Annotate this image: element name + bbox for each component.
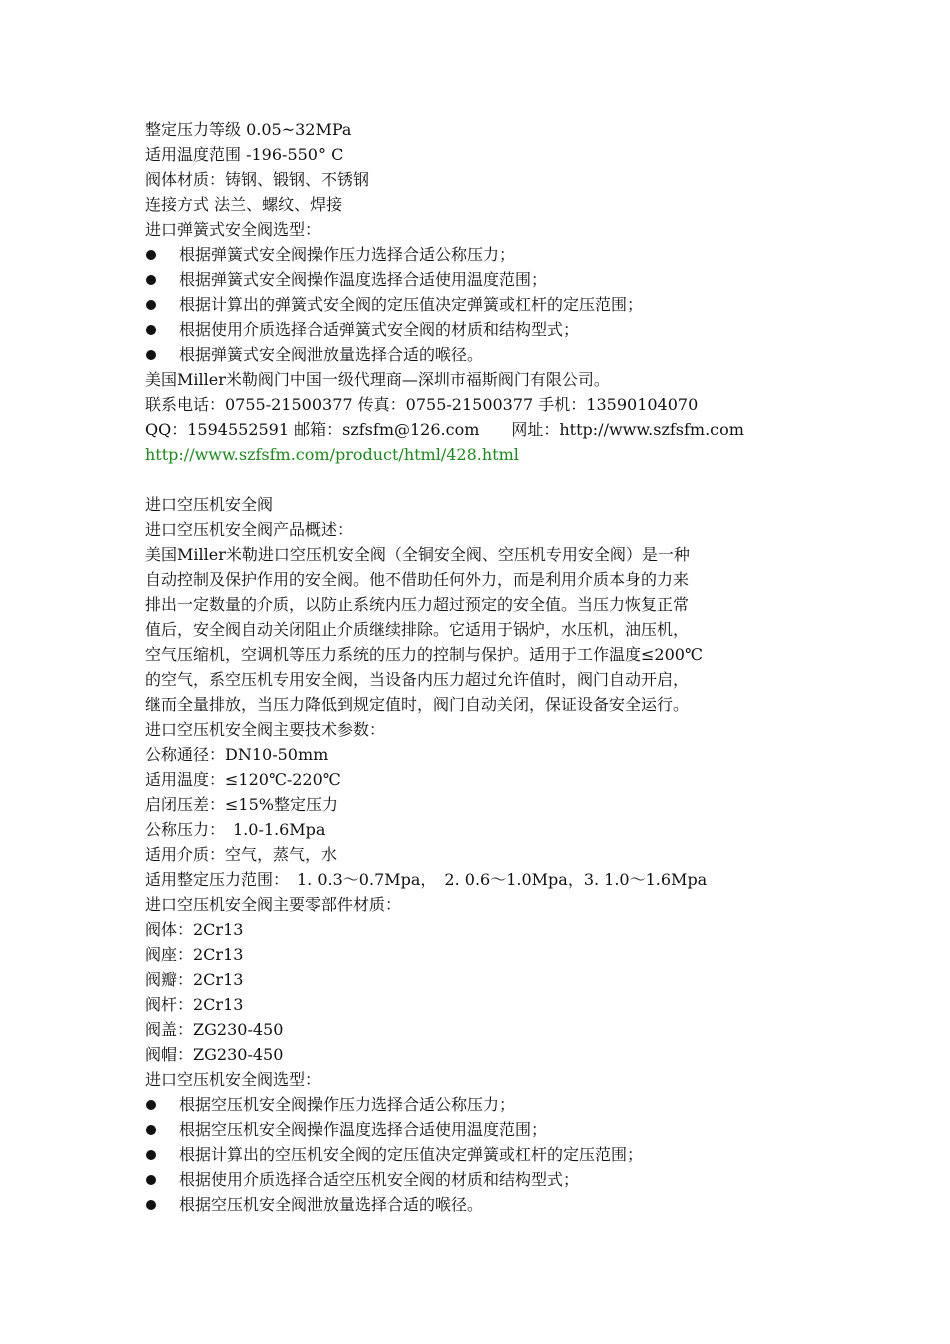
material-line: 阀体：2Cr13 (145, 920, 244, 939)
compressor-bullet-text: 根据空压机安全阀操作温度选择合适使用温度范围； (179, 1120, 548, 1139)
spring-bullet-text: 根据弹簧式安全阀操作温度选择合适使用温度范围； (179, 270, 548, 289)
section-spacer (145, 467, 825, 492)
bullet-dot-icon (146, 300, 156, 310)
overview-line: 继而全量排放，当压力降低到规定值时，阀门自动关闭，保证设备安全运行。 (145, 695, 690, 714)
bullet-dot-icon (146, 1125, 156, 1135)
section-title: 进口空压机安全阀 (145, 495, 274, 514)
param-line: 适用介质：空气，蒸气，水 (145, 845, 338, 864)
param-line: 适用整定压力范围： 1. 0.3～0.7Mpa， 2. 0.6～1.0Mpa，3. 1.0～1.6Mpa (145, 870, 708, 889)
body-material-line: 阀体材质：铸钢、锻钢、不锈钢 (145, 170, 370, 189)
bullet-dot-icon (146, 325, 156, 335)
overview-line: 值后，安全阀自动关闭阻止介质继续排除。它适用于锅炉，水压机，油压机， (145, 620, 690, 639)
material-line: 阀瓣：2Cr13 (145, 970, 244, 989)
compressor-bullet-item (145, 1092, 825, 1117)
selection-heading: 进口空压机安全阀选型： (145, 1070, 322, 1089)
document-body (145, 117, 825, 1217)
overview-line: 自动控制及保护作用的安全阀。他不借助任何外力，而是利用介质本身的力来 (145, 570, 690, 589)
overview-line: 美国Miller米勒进口空压机安全阀（全铜安全阀、空压机专用安全阀）是一种 (145, 545, 690, 564)
overview-line: 的空气，系空压机专用安全阀，当设备内压力超过允许值时，阀门自动开启， (145, 670, 690, 689)
overview-line: 排出一定数量的介质，以防止系统内压力超过预定的安全值。当压力恢复正常 (145, 595, 690, 614)
overview-line: 空气压缩机，空调机等压力系统的压力的控制与保护。适用于工作温度≤200℃ (145, 645, 703, 664)
connection-type-line: 连接方式 法兰、螺纹、焊接 (145, 195, 343, 214)
material-line: 阀盖：ZG230-450 (145, 1020, 284, 1039)
param-line: 启闭压差：≤15%整定压力 (145, 795, 338, 814)
compressor-bullet-text: 根据空压机安全阀操作压力选择合适公称压力； (179, 1095, 516, 1114)
compressor-bullet-item (145, 1192, 825, 1217)
qq-email-web-line: QQ：1594552591 邮箱：szfsfm@126.com 网址：http://www.szfsfm.com (145, 420, 744, 439)
spring-bullet-item (145, 342, 825, 367)
param-line: 公称通径：DN10-50mm (145, 745, 329, 764)
temperature-range-line: 适用温度范围 -196-550° C (145, 145, 344, 164)
compressor-bullet-text: 根据空压机安全阀泄放量选择合适的喉径。 (179, 1195, 484, 1214)
spring-selection-heading: 进口弹簧式安全阀选型： (145, 220, 322, 239)
company-line: 美国Miller米勒阀门中国一级代理商—深圳市福斯阀门有限公司。 (145, 370, 610, 389)
material-line: 阀座：2Cr13 (145, 945, 244, 964)
bullet-dot-icon (146, 350, 156, 360)
compressor-bullet-text: 根据使用介质选择合适空压机安全阀的材质和结构型式； (179, 1170, 580, 1189)
spring-bullet-item (145, 292, 825, 317)
pressure-grade-line: 整定压力等级 0.05~32MPa (145, 120, 352, 139)
spring-bullet-text: 根据弹簧式安全阀泄放量选择合适的喉径。 (179, 345, 484, 364)
spring-bullet-item (145, 267, 825, 292)
overview-heading: 进口空压机安全阀产品概述： (145, 520, 354, 539)
params-heading: 进口空压机安全阀主要技术参数： (145, 720, 386, 739)
bullet-dot-icon (146, 1200, 156, 1210)
spring-bullet-item (145, 242, 825, 267)
spring-bullet-item (145, 317, 825, 342)
spring-bullet-text: 根据使用介质选择合适弹簧式安全阀的材质和结构型式； (179, 320, 580, 339)
bullet-dot-icon (146, 1175, 156, 1185)
spring-bullet-text: 根据计算出的弹簧式安全阀的定压值决定弹簧或杠杆的定压范围； (179, 295, 644, 314)
compressor-bullet-item (145, 1167, 825, 1192)
bullet-dot-icon (146, 275, 156, 285)
bullet-dot-icon (146, 1150, 156, 1160)
compressor-bullet-item (145, 1142, 825, 1167)
bullet-dot-icon (146, 1100, 156, 1110)
material-line: 阀杆：2Cr13 (145, 995, 244, 1014)
compressor-bullet-item (145, 1117, 825, 1142)
spring-bullet-text: 根据弹簧式安全阀操作压力选择合适公称压力； (179, 245, 516, 264)
materials-heading: 进口空压机安全阀主要零部件材质： (145, 895, 402, 914)
compressor-bullet-text: 根据计算出的空压机安全阀的定压值决定弹簧或杠杆的定压范围； (179, 1145, 644, 1164)
param-line: 适用温度：≤120℃-220℃ (145, 770, 341, 789)
material-line: 阀帽：ZG230-450 (145, 1045, 284, 1064)
bullet-dot-icon (146, 250, 156, 260)
contact-line: 联系电话：0755-21500377 传真：0755-21500377 手机：13590104070 (145, 395, 699, 414)
product-link[interactable]: http://www.szfsfm.com/product/html/428.html (145, 445, 519, 464)
param-line: 公称压力： 1.0-1.6Mpa (145, 820, 326, 839)
